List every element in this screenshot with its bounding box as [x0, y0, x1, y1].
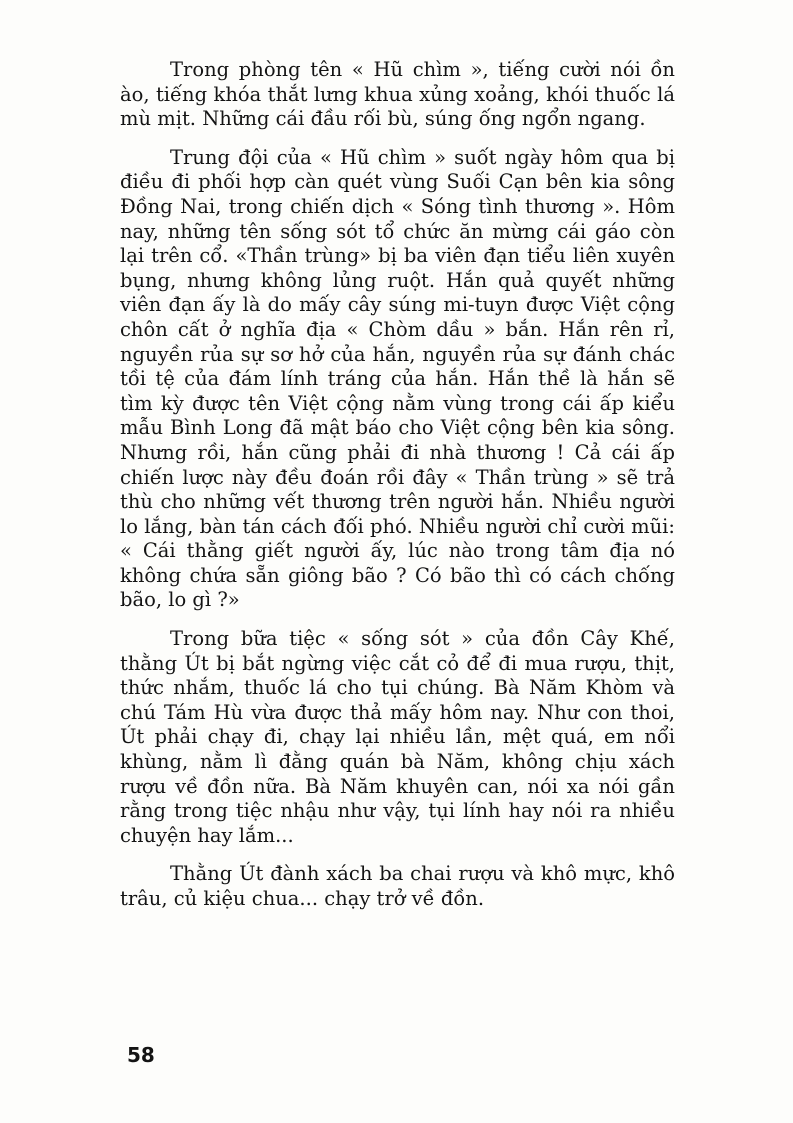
paragraph-2: Trung đội của « Hũ chìm » suốt ngày hôm qua bị điều đi phối hợp càn quét vùng Suối Cạn bên kia sông Đồng Nai, trong chiến dịch « Sóng tình thương ». Hôm nay, những tên sống sót tổ chức ăn mừng cái gáo còn lại trên cổ. «Thần trùng» bị ba viên đạn tiểu liên xuyên bụng, nhưng không lủng ruột. Hắn quả quyết những viên đạn ấy là do mấy cây súng mi-tuyn được Việt cộng chôn cất ở nghĩa địa « Chòm dầu » bắn. Hắn rên rỉ, nguyền rủa sự sơ hở của hắn, nguyền rủa sự đánh chác tồi tệ của đám lính tráng của hắn. Hắn thề là hắn sẽ tìm kỳ được tên Việt cộng nằm vùng trong cái ấp kiểu mẫu Bình Long đã mật báo cho Việt cộng bên kia sông. Nhưng rồi, hắn cũng phải đi nhà thương ! Cả cái ấp chiến lược này đều đoán rồi đây « Thần trùng » sẽ trả thù cho những vết thương trên người hắn. Nhiều người lo lắng, bàn tán cách đối phó. Nhiều người chỉ cười mũi: « Cái thằng giết người ấy, lúc nào trong tâm địa nó không chứa sẵn giông bão ? Có bão thì có cách chống bão, lo gì ?»: [120, 145, 675, 612]
paragraph-3: Trong bữa tiệc « sống sót » của đồn Cây Khế, thằng Út bị bắt ngừng việc cắt cỏ để đi mua rượu, thịt, thức nhắm, thuốc lá cho tụi chúng. Bà Năm Khòm và chú Tám Hù vừa được thả mấy hôm nay. Như con thoi, Út phải chạy đi, chạy lại nhiều lần, mệt quá, em nổi khùng, nằm lì đằng quán bà Năm, không chịu xách rượu về đồn nữa. Bà Năm khuyên can, nói xa nói gần rằng trong tiệc nhậu như vậy, tụi lính hay nói ra nhiều chuyện hay lắm...: [120, 627, 675, 847]
paragraph-1: Trong phòng tên « Hũ chìm », tiếng cười nói ồn ào, tiếng khóa thắt lưng khua xủng xoảng, khói thuốc lá mù mịt. Những cái đầu rối bù, súng ống ngổn ngang.: [120, 58, 675, 131]
page-number: 58: [127, 1043, 155, 1067]
paragraph-4: Thằng Út đành xách ba chai rượu và khô mực, khô trâu, củ kiệu chua... chạy trở về đồn.: [120, 862, 675, 910]
body-text: [120, 58, 675, 912]
